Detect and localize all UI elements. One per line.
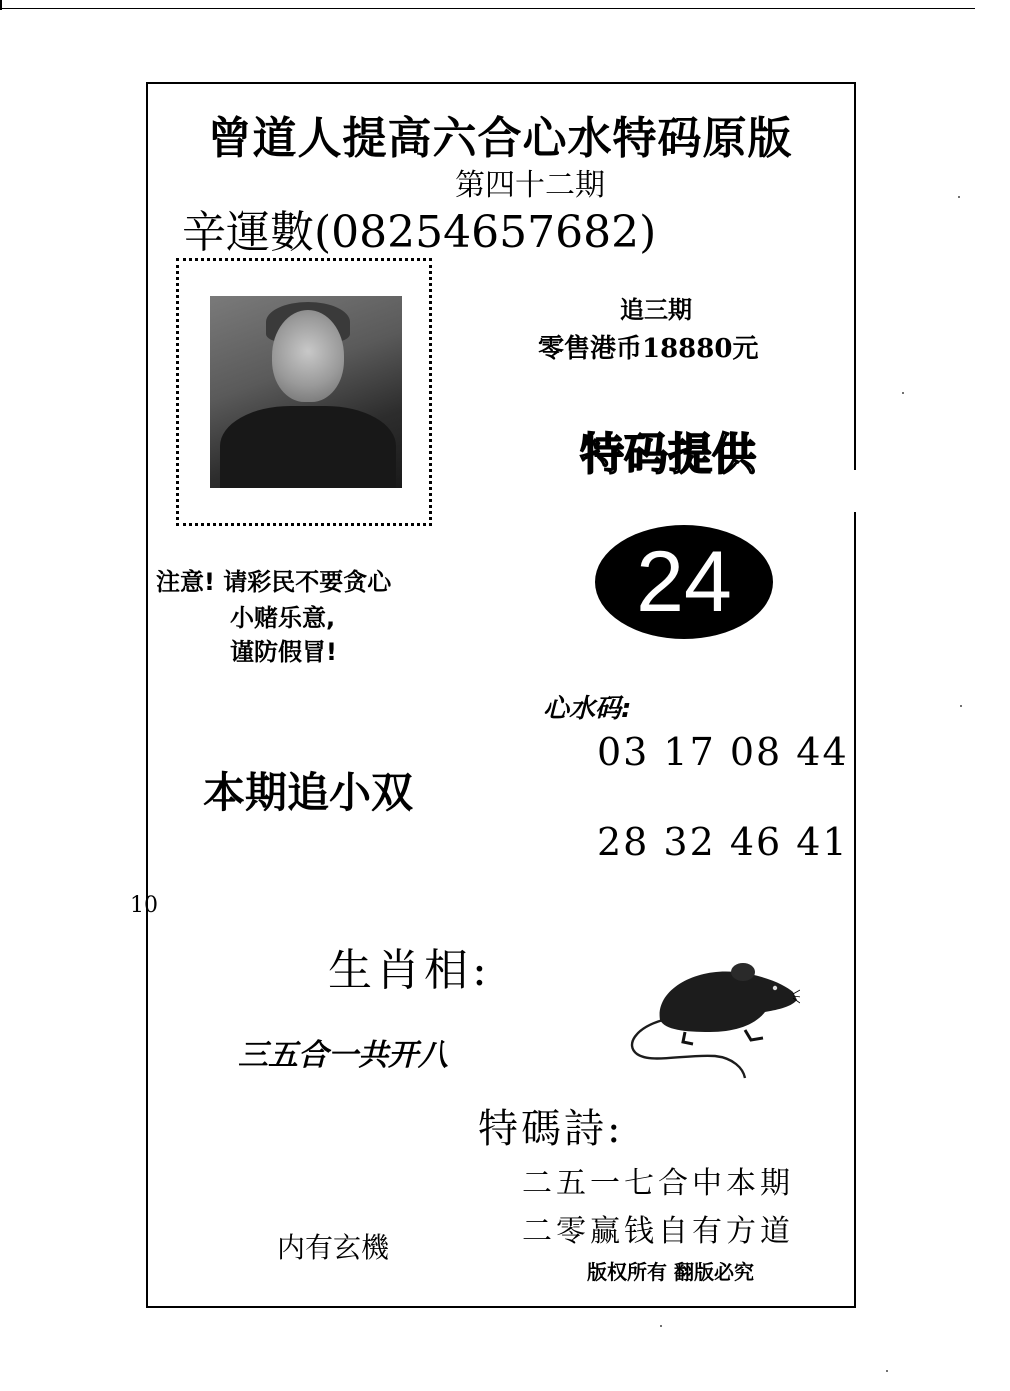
poem-line-2: 二零赢钱自有方道 bbox=[522, 1214, 794, 1249]
scan-speck bbox=[958, 196, 960, 198]
issue-number: 第四十二期 bbox=[455, 168, 605, 203]
scan-speck bbox=[660, 1325, 662, 1327]
zodiac-label: 生肖相: bbox=[328, 945, 491, 996]
flyer-title: 曾道人提高六合心水特码原版 bbox=[207, 113, 793, 164]
chase-tip: 本期追小双 bbox=[203, 768, 414, 817]
special-code-badge bbox=[595, 525, 773, 639]
portrait-torso bbox=[220, 406, 396, 488]
lucky-number: 辛運數(08254657682) bbox=[182, 207, 657, 258]
hot-numbers-label: 心水码: bbox=[543, 694, 632, 724]
retail-price: 零售港币18880元 bbox=[538, 334, 759, 364]
poem-line-1: 二五一七合中本期 bbox=[522, 1166, 794, 1201]
portrait-face bbox=[272, 310, 344, 402]
chase-periods: 追三期 bbox=[620, 296, 692, 324]
scan-speck bbox=[960, 705, 962, 707]
top-rule bbox=[0, 8, 975, 9]
portrait-photo bbox=[210, 296, 402, 488]
notice-line-2: 小赌乐意, bbox=[230, 604, 336, 632]
side-mark: 10 bbox=[130, 893, 158, 918]
copyright-notice: 版权所有 翻版必究 bbox=[587, 1260, 754, 1284]
special-code-label: 特码提供 bbox=[580, 429, 756, 480]
poem-label: 特碼詩: bbox=[478, 1106, 624, 1152]
scan-speck bbox=[886, 1370, 888, 1372]
hidden-meaning: 内有玄機 bbox=[277, 1231, 390, 1264]
notice-line-1: 注意! 请彩民不要贪心 bbox=[156, 568, 392, 596]
hot-numbers-row-1: 03 17 08 44 bbox=[597, 730, 849, 774]
notice-line-3: 谨防假冒! bbox=[230, 638, 337, 666]
special-code-number: 24 bbox=[636, 534, 732, 630]
frame-gap bbox=[852, 470, 862, 512]
scan-speck bbox=[902, 392, 904, 394]
hot-numbers-row-2: 28 32 46 41 bbox=[597, 820, 849, 864]
zodiac-hint: 三五合一共开八 bbox=[238, 1038, 448, 1073]
rat-icon bbox=[625, 950, 800, 1080]
